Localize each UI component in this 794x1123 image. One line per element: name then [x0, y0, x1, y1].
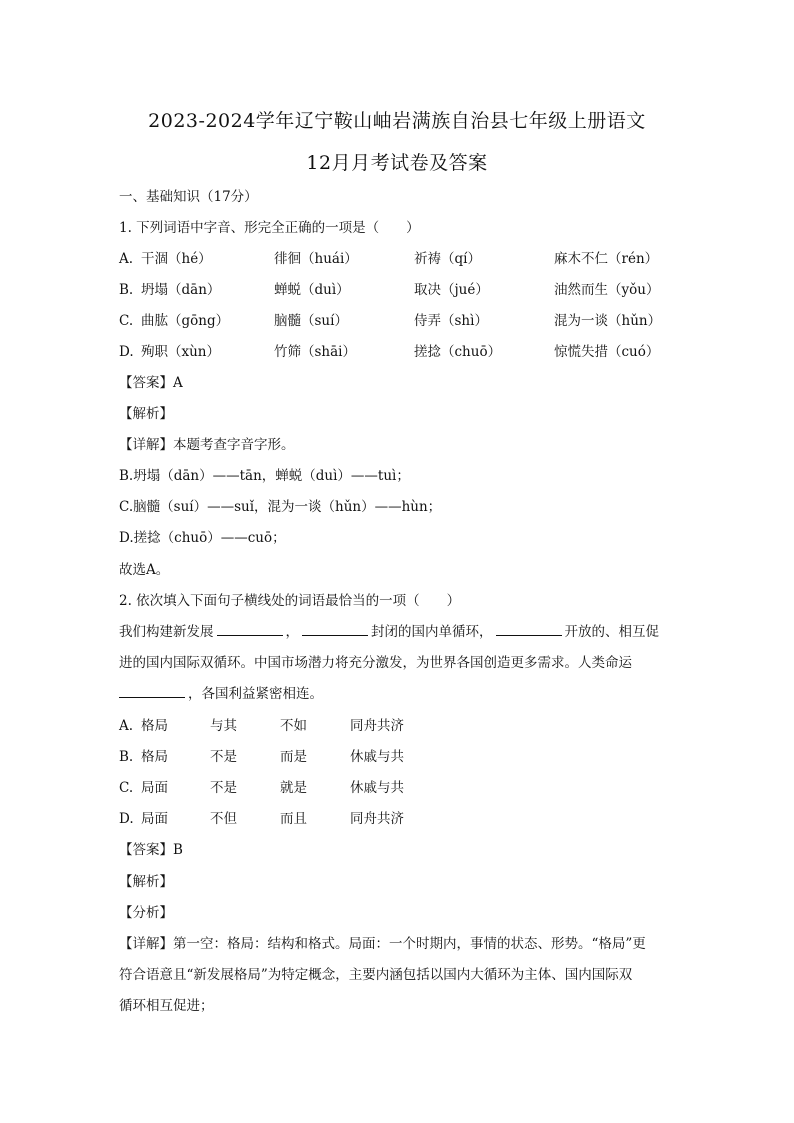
q2-option-b-item: 格局: [141, 749, 168, 765]
fill-blank: [302, 622, 368, 636]
q1-detail-line: C.脑髓（suí）——suǐ，混为一谈（hǔn）——hùn；: [119, 499, 442, 515]
q1-option-d-item: 惊慌失措（cuó）: [554, 344, 660, 360]
q2-answer: 【答案】B: [119, 842, 183, 858]
q1-option-b-item: 蝉蜕（duì）: [274, 282, 350, 298]
q1-option-c-item: 侍弄（shì）: [414, 313, 488, 329]
q2-option-a-item: 不如: [280, 718, 307, 734]
q2-option-d-item: 不但: [210, 811, 237, 827]
q2-option-a-letter: A.: [119, 718, 134, 734]
q2-option-c-item: 不是: [210, 780, 237, 796]
q1-option-d-item: 搓捻（chuō）: [414, 344, 502, 360]
q1-option-c-item: 曲肱（gōng）: [141, 313, 230, 329]
q1-answer: 【答案】A: [119, 375, 183, 391]
q2-option-b-item: 而是: [280, 749, 307, 765]
passage-text: 进的国内国际双循环。中国市场潜力将充分激发，为世界各国创造更多需求。人类命运: [119, 655, 632, 671]
q2-option-a-item: 与其: [210, 718, 237, 734]
q2-option-d-item: 同舟共济: [350, 811, 404, 827]
q1-option-d-item: 殉职（xùn）: [141, 344, 221, 360]
q2-option-b-item: 不是: [210, 749, 237, 765]
q1-detail: 【详解】本题考查字音字形。: [119, 437, 295, 453]
q1-option-a-item: 祈祷（qí）: [414, 251, 481, 267]
q1-option-b-item: 油然而生（yǒu）: [554, 282, 660, 298]
q2-option-d-item: 而且: [280, 811, 307, 827]
q2-option-c-item: 局面: [141, 780, 168, 796]
q2-option-a-item: 同舟共济: [350, 718, 404, 734]
q1-detail-line: B.坍塌（dān）——tān，蝉蜕（duì）——tuì；: [119, 468, 410, 484]
q1-option-a-letter: A.: [119, 251, 134, 267]
exam-title-line-2: 12月月考试卷及答案: [306, 152, 488, 174]
q2-analysis-subheading: 【分析】: [119, 905, 173, 921]
q1-option-a-item: 干涸（hé）: [141, 251, 212, 267]
fill-blank: [119, 684, 185, 698]
fill-blank: [217, 622, 283, 636]
q2-analysis-heading: 【解析】: [119, 874, 173, 890]
q1-option-a-item: 麻木不仁（rén）: [554, 251, 659, 267]
q1-option-b-item: 取决（jué）: [414, 282, 489, 298]
exam-title-line-1: 2023-2024学年辽宁鞍山岫岩满族自治县七年级上册语文: [148, 110, 646, 132]
q1-detail-line: D.搓捻（chuō）——cuō；: [119, 530, 286, 546]
q2-detail-line: 循环相互促进；: [119, 998, 214, 1014]
q1-option-c-item: 脑髓（suí）: [274, 313, 348, 329]
q2-detail-line: 符合语意且“新发展格局”为特定概念，主要内涵包括以国内大循环为主体、国内国际双: [119, 967, 633, 983]
question-2-passage: [119, 617, 679, 710]
q2-option-d-item: 局面: [141, 811, 168, 827]
passage-text: ，: [285, 624, 299, 640]
q2-option-b-item: 休戚与共: [350, 749, 404, 765]
question-1-stem: 1. 下列词语中字音、形完全正确的一项是（ ）: [119, 220, 420, 236]
q2-option-a-item: 格局: [141, 718, 168, 734]
q2-option-c-letter: C.: [119, 780, 134, 796]
section-heading: 一、基础知识（17分）: [119, 189, 258, 205]
question-2-stem: 2. 依次填入下面句子横线处的词语最恰当的一项（ ）: [119, 593, 461, 609]
q2-option-c-item: 就是: [280, 780, 307, 796]
q1-option-a-item: 徘徊（huái）: [274, 251, 358, 267]
passage-text: 开放的、相互促: [564, 624, 659, 640]
q1-option-d-item: 竹筛（shāi）: [274, 344, 356, 360]
q1-option-d-letter: D.: [119, 344, 134, 360]
q2-detail-line: 【详解】第一空：格局：结构和格式。局面：一个时期内，事情的状态、形势。“格局”更: [119, 936, 646, 952]
passage-text: 封闭的国内单循环，: [371, 624, 493, 640]
q1-analysis-heading: 【解析】: [119, 406, 173, 422]
q2-option-d-letter: D.: [119, 811, 134, 827]
q1-option-c-letter: C.: [119, 313, 134, 329]
q2-option-b-letter: B.: [119, 749, 134, 765]
q2-option-c-item: 休戚与共: [350, 780, 404, 796]
q1-option-b-letter: B.: [119, 282, 134, 298]
passage-text: ，各国利益紧密相连。: [188, 686, 323, 702]
q1-conclusion: 故选A。: [119, 562, 170, 578]
passage-text: 我们构建新发展: [119, 624, 214, 640]
q1-option-b-item: 坍塌（dān）: [141, 282, 221, 298]
fill-blank: [496, 622, 562, 636]
q2-detail: [119, 929, 679, 1022]
q1-option-c-item: 混为一谈（hǔn）: [554, 313, 662, 329]
